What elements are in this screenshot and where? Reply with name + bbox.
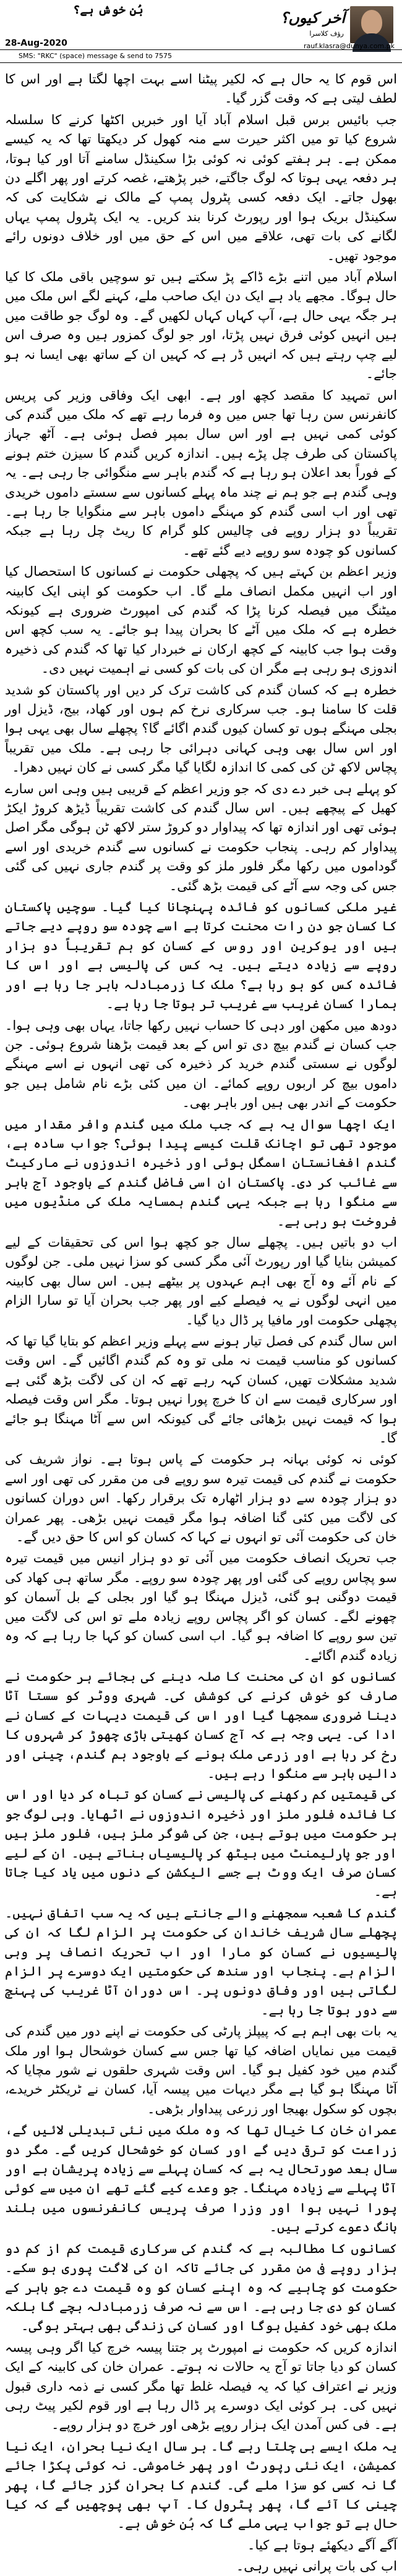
column-title: آخر کیوں؟ <box>280 9 345 27</box>
paragraph: کسانوں کو ان کی محنت کا صلہ دینے کی بجائے ہر حکومت نے صارف کو خوش کرنے کی کوشش کی۔ شہری ووٹر کو سستا آٹا دینا ضروری سمجھا گیا اور اس کی قیمت دیہات کے کسان نے ادا کی۔ یہی وجہ ہے کہ آج کسان کھیتی باڑی چھوڑ کر شہروں کا رخ کر رہا ہے اور زرعی ملک ہونے کے باوجود ہم گندم، چینی اور دالیں باہر سے منگوا رہے ہیں۔ <box>5 1668 397 1781</box>
author-email: rauf.klasra@dunya.com.pk <box>304 42 395 50</box>
column-brand <box>239 6 393 41</box>
paragraph: کوئی نہ کوئی بہانہ ہر حکومت کے پاس ہوتا ہے۔ نواز شریف کی حکومت نے گندم کی قیمت تیرہ سو روپے فی من مقرر کی تھی اور اسے دو ہزار چودہ سے دو ہزار اٹھارہ تک برقرار رکھا۔ اس دوران کسانوں کی لاگت میں کئی گنا اضافہ ہوا مگر قیمت نہیں بڑھی۔ پھر عمران خان کی حکومت آئی تو انہوں نے کہا کہ کسان کو اس کا حق دیں گے۔ <box>5 1451 397 1545</box>
paragraph: اندازہ کریں کہ حکومت نے امپورٹ پر جتنا پیسہ خرچ کیا اگر وہی پیسہ کسان کو دیا جاتا تو آج یہ حالات نہ ہوتے۔ عمران خان کی کابینہ کے ایک وزیر نے اعتراف کیا کہ یہ فیصلہ غلط تھا مگر کسی نے ذمہ داری قبول نہیں کی۔ ہر کوئی ایک دوسرے پر ڈال رہا ہے اور قوم لکیر پیٹ رہی ہے۔ فی کس آمدن ایک ہزار روپے بڑھی اور خرچ دو ہزار روپے۔ <box>5 2339 397 2433</box>
publish-date: 28-Aug-2020 <box>5 38 67 48</box>
paragraph: اس سال گندم کی فصل تیار ہونے سے پہلے وزیر اعظم کو بتایا گیا تھا کہ کسانوں کو مناسب قیمت نہ ملی تو وہ کم گندم اگائیں گے۔ اس وقت شدید مشکلات تھیں، کسان کہہ رہے تھے کہ ان کی لاگت بڑھ گئی ہے اور سرکاری قیمت سے ان کا خرچ پورا نہیں ہوتا۔ مگر اس وقت فیصلہ ہوا کہ قیمت نہیں بڑھائی جائے گی کیونکہ اس سے آٹا مہنگا ہو جائے گا۔ <box>5 1333 397 1446</box>
column-headline: بُن خوش ہے؟ <box>73 3 143 17</box>
paragraph: گندم کا شعبہ سمجھنے والے جانتے ہیں کہ یہ سب اتفاق نہیں۔ پچھلے سال شریف خاندان کی حکومت پر الزام لگا کہ ان کی پالیسیوں نے کسان کو مارا اور اب تحریک انصاف پر وہی الزام ہے۔ پنجاب اور سندھ کی حکومتیں ایک دوسرے پر الزام لگاتی ہیں اور وفاق دونوں پر۔ اس دوران آٹا غریب کی پہنچ سے دور ہوتا جا رہا ہے۔ <box>5 1905 397 2018</box>
author-face-shape <box>361 10 382 35</box>
paragraph: عمران خان کا خیال تھا کہ وہ ملک میں نئی تبدیلی لائیں گے، زراعت کو ترقی دیں گے اور کسان کو خوشحال کریں گے۔ مگر دو سال بعد صورتحال یہ ہے کہ کسان پہلے سے زیادہ پریشان ہے اور آٹا پہلے سے زیادہ مہنگا۔ جو وعدے کیے گئے تھے ان میں سے کوئی پورا نہیں ہوا اور وزرا صرف پریس کانفرنسوں میں بلند بانگ دعوے کرتے ہیں۔ <box>5 2122 397 2235</box>
paragraph: آگے آگے دیکھئے ہوتا ہے کیا۔ <box>247 2536 397 2553</box>
paragraph: کو پہلے ہی خبر دے دی کہ جو وزیر اعظم کے قریبی ہیں وہی اس سارے کھیل کے پیچھے ہیں۔ اس سال گندم کی کاشت تقریباً ڈیڑھ کروڑ ایکڑ ہوئی تھی اور اندازہ تھا کہ پیداوار دو کروڑ ستر لاکھ ٹن ہوگی مگر اصل پیداوار کم رہی۔ پنجاب حکومت نے کسانوں سے گندم خریدی اور اسے گوداموں میں رکھا مگر فلور ملز کو وقت پر گندم جاری نہیں کی گئی جس کی وجہ سے آٹے کی قیمت بڑھ گئی۔ <box>5 780 398 893</box>
paragraph: اب دو باتیں ہیں۔ پچھلے سال جو کچھ ہوا اس کی تحقیقات کے لیے کمیشن بنایا گیا اور رپورٹ آئی مگر کسی کو سزا نہیں ملی۔ جن لوگوں کے نام آئے وہ آج بھی اہم عہدوں پر بیٹھے ہیں۔ اس سال بھی کابینہ میں انہی لوگوں نے یہ فیصلے کیے اور پھر جب بحران آیا تو سارا الزام پچھلی حکومت اور مافیا پر ڈال دیا گیا۔ <box>5 1234 397 1328</box>
paragraph: کسانوں کا مطالبہ ہے کہ گندم کی سرکاری قیمت کم از کم دو ہزار روپے فی من مقرر کی جائے تاکہ ان کی لاگت پوری ہو سکے۔ حکومت کو چاہیے کہ وہ اپنے کسان کو وہ قیمت دے جو باہر کے کسان کو دی جا رہی ہے۔ اس سے نہ صرف زرمبادلہ بچے گا بلکہ ملک بھی خود کفیل ہوگا اور کسان کی زندگی بھی بہتر ہوگی۔ <box>5 2240 397 2334</box>
paragraph: کی قیمتیں کم رکھنے کی پالیسی نے کسان کو تباہ کر دیا اور اس کا فائدہ فلور ملز اور ذخیرہ اندوزوں نے اٹھایا۔ وہی لوگ جو ہر حکومت میں ہوتے ہیں، جن کی شوگر ملز ہیں، فلور ملز ہیں اور جو پارلیمنٹ میں بیٹھ کر پالیسیاں بناتے ہیں۔ ان کے لیے کسان صرف ایک ووٹ ہے جسے الیکشن کے دنوں میں یاد کیا جاتا ہے۔ <box>5 1787 397 1900</box>
author-photo <box>350 6 393 43</box>
paragraph: اس قوم کا یہ حال ہے کہ لکیر پیٹنا اسے بہت اچھا لگتا ہے اور اس کا لطف لیتی ہے کہ وقت گزر گیا۔ <box>5 71 397 106</box>
sms-instructions: SMS: "RKC" (space) message & send to 7575 <box>19 52 173 60</box>
paragraph: یہ ملک ایسے ہی چلتا رہے گا۔ ہر سال ایک نیا بحران، ایک نیا کمیشن، ایک نئی رپورٹ اور پھر خاموشی۔ نہ کوئی پکڑا جائے گا نہ کسی کو سزا ملے گی۔ گندم کا بحران گزر جائے گا، پھر چینی کا آئے گا، پھر پٹرول کا۔ آپ بھی پوچھیں گے کہ کیا حال ہے تو جواب یہی ملے گا کہ بُن خوش ہے۔ <box>5 2438 397 2532</box>
paragraph: اب کی بات پرانی نہیں رہی۔ <box>236 2558 397 2574</box>
paragraph: اس تمہید کا مقصد کچھ اور ہے۔ ابھی ایک وفاقی وزیر کی پریس کانفرنس سن رہا تھا جس میں وہ فرما رہے تھے کہ ملک میں گندم کی کوئی کمی نہیں ہے اور اس سال بمپر فصل ہوئی ہے۔ آٹھ جہاز پاکستان کی طرف چل پڑے ہیں۔ اندازہ کریں گندم کا سیزن ختم ہونے کے فوراً بعد اعلان ہو رہا ہے کہ گندم باہر سے منگوائی جا رہی ہے۔ یہ وہی گندم ہے جو ہم نے چند ماہ پہلے کسانوں سے سستے داموں خریدی تھی اور اب اسی گندم کو مہنگے داموں باہر سے منگوایا جا رہا ہے۔ تقریباً دو ہزار روپے فی چالیس کلو گرام کا ریٹ چل رہا ہے جبکہ کسانوں کو چودہ سو روپے دیے گئے تھے۔ <box>5 387 397 558</box>
article-body <box>5 69 398 2574</box>
sms-contact-bar <box>0 49 402 63</box>
paragraph: اسلام آباد میں اتنے بڑے ڈاکے پڑ سکتے ہیں تو سوچیں باقی ملک کا کیا حال ہوگا۔ مجھے یاد ہے ایک دن ایک صاحب ملے، کہنے لگے اس ملک میں ہر جگہ یہی حال ہے، آپ کہاں کہاں لکھیں گے۔ وہ لوگ جو طاقت میں ہیں انہیں کوئی فرق نہیں پڑتا، اور جو لوگ کمزور ہیں وہ صرف اس لیے چپ رہتے ہیں کہ انہیں ڈر ہے کہ کہیں ان کے ساتھ بھی ایسا نہ ہو جائے۔ <box>5 269 397 382</box>
paragraph: جب تحریک انصاف حکومت میں آئی تو دو ہزار انیس میں قیمت تیرہ سو پچاس روپے کی گئی اور پھر چودہ سو روپے۔ مگر ساتھ ہی کھاد کی قیمت دوگنی ہو گئی، ڈیزل مہنگا ہو گیا اور بجلی کے بل آسمان کو چھونے لگے۔ کسان کو اگر پچاس روپے زیادہ ملے تو اس کی لاگت میں تین سو روپے کا اضافہ ہو گیا۔ اب اسی کسان کو کہا جا رہا ہے کہ وہ زیادہ گندم اگائے۔ <box>5 1550 397 1663</box>
column-masthead <box>0 0 402 62</box>
paragraph: ایک اچھا سوال یہ ہے کہ جب ملک میں گندم وافر مقدار میں موجود تھی تو اچانک قلت کیسے پیدا ہوئی؟ جواب سادہ ہے، گندم افغانستان اسمگل ہوئی اور ذخیرہ اندوزوں نے مارکیٹ سے غائب کر دی۔ پاکستان ان اسی فاضل گندم کے باوجود آج باہر سے منگوا رہا ہے جبکہ یہی گندم ہمسایہ ملک کی منڈیوں میں فروخت ہو رہی ہے۔ <box>5 1116 397 1229</box>
author-name: رؤف کلاسرا <box>309 30 344 38</box>
paragraph: یہ بات بھی اہم ہے کہ پیپلز پارٹی کی حکومت نے اپنے دور میں گندم کی قیمت میں نمایاں اضافہ کیا تھا جس سے کسان خوشحال ہوا اور ملک گندم میں خود کفیل ہو گیا۔ اس وقت شہری حلقوں نے شور مچایا کہ آٹا مہنگا ہو گیا ہے مگر دیہات میں پیسہ آیا، کسان نے ٹریکٹر خریدے، بچوں کو سکول بھیجا اور زرعی پیداوار بڑھی۔ <box>5 2023 397 2116</box>
paragraph: غیر ملکی کسانوں کو فائدہ پہنچانا کیا گیا۔ سوچیں پاکستان کا کسان جو دن رات محنت کرتا ہے اسے چودہ سو روپے دیے جاتے ہیں اور یوکرین اور روس کے کسان کو ہم تقریباً دو ہزار روپے سے زیادہ دیتے ہیں۔ یہ کس کی پالیسی ہے اور اس کا فائدہ کس کو ہو رہا ہے؟ ملک کا زرمبادلہ باہر جا رہا ہے اور ہمارا کسان غریب سے غریب تر ہوتا جا رہا ہے۔ <box>5 899 397 1012</box>
paragraph: دودھ میں مکھن اور دہی کا حساب نہیں رکھا جاتا، یہاں بھی وہی ہوا۔ جب کسان نے گندم بیچ دی تو اس کے بعد قیمت بڑھنا شروع ہوئی۔ جن لوگوں نے سستی گندم خرید کر ذخیرہ کی تھی انہوں نے اسے مہنگے داموں بیچ کر اربوں روپے کمائے۔ ان میں کئی بڑے نام شامل ہیں جو حکومت کے اندر بھی ہیں اور باہر بھی۔ <box>5 1017 397 1111</box>
paragraph: وزیر اعظم بن کہتے ہیں کہ پچھلی حکومت نے کسانوں کا استحصال کیا اور اب انہیں مکمل انصاف ملے گا۔ اب حکومت کو اپنی ایک کابینہ میٹنگ میں فیصلہ کرنا پڑا کہ گندم کی امپورٹ ضروری ہے کیونکہ خطرہ ہے کہ ملک میں آٹے کا بحران پیدا ہو جائے۔ یہ سب کچھ اس وقت ہوا جب کابینہ کے کچھ ارکان نے خبردار کیا تھا کہ گندم کی ذخیرہ اندوزی ہو رہی ہے مگر ان کی بات کو کسی نے اہمیت نہیں دی۔ <box>5 563 397 676</box>
paragraph: جب بائیس برس قبل اسلام آباد آیا اور خبریں اکٹھا کرنے کا سلسلہ شروع کیا تو میں اکثر حیرت سے منہ کھول کر دیکھتا تھا کہ یہ کیسے ممکن ہے۔ ہر ہفتے کوئی نہ کوئی بڑا سکینڈل سامنے آتا اور کیا ہوتا، ہر دفعہ یہی ہوتا کہ لوگ جاگتے، خبر پڑھتے، غصہ کرتے اور پھر اگلے دن بھول جاتے۔ ایک دفعہ کسی پٹرول پمپ کے مالک نے شکایت کی کہ سکینڈل بریک ہوا اور رپورٹ کرنا بند کریں۔ یہ ایک پٹرول پمپ یہاں لگانے کی بات تھی، علاقے میں اس کے حق میں اور خلاف دونوں رائے موجود تھیں۔ <box>5 111 397 263</box>
paragraph: خطرہ ہے کہ کسان گندم کی کاشت ترک کر دیں اور پاکستان کو شدید قلت کا سامنا ہو۔ جب سرکاری نرخ کم ہوں اور کھاد، بیج، ڈیزل اور بجلی مہنگے ہوں تو کسان کیوں گندم اگائے گا؟ پچھلے سال بھی یہی ہوا اور اس سال بھی وہی کہانی دہرائی جا رہی ہے۔ ملک میں تقریباً پچاس لاکھ ٹن کی کمی کا اندازہ لگایا گیا مگر کسی نے کان نہیں دھرا۔ <box>5 681 397 775</box>
